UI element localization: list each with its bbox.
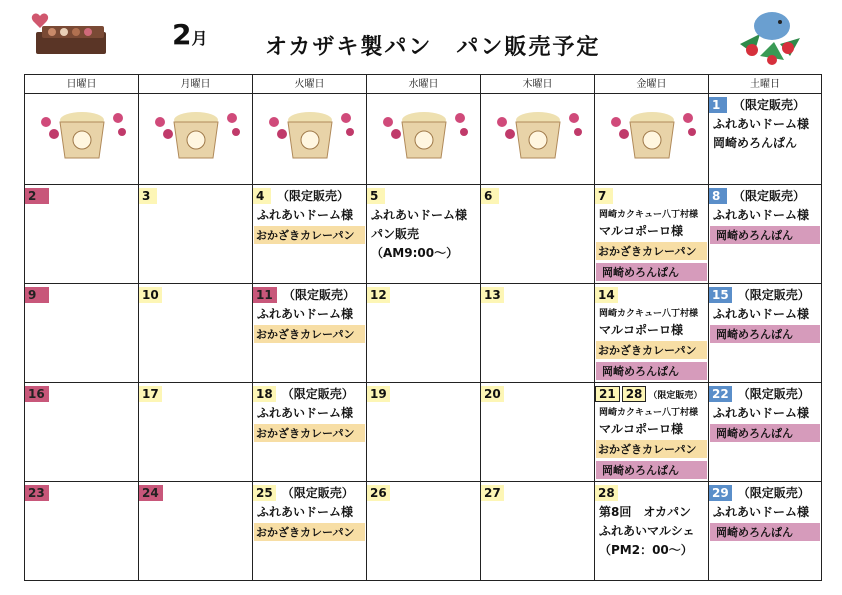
product-label: 岡崎めろんぱん	[713, 136, 798, 150]
day-number: 17	[139, 386, 162, 402]
melon-bread-tag: 岡崎めろんぱん	[596, 461, 707, 479]
weekday-header: 土曜日	[709, 75, 822, 94]
day-number: 22	[709, 386, 732, 402]
venue-label: 岡崎カクキュー八丁村様	[599, 408, 699, 418]
venue-label: ふれあいドーム様	[257, 505, 354, 519]
week-row	[25, 94, 822, 185]
day-cell	[25, 284, 139, 383]
limited-sale-label: （限定販売）	[281, 387, 354, 401]
day-number: 6	[481, 188, 499, 204]
venue-label: ふれあいドーム様	[713, 307, 810, 321]
setsubun-bean-masu-icon	[262, 102, 358, 168]
event-label: パン販売	[371, 227, 420, 241]
week-row	[25, 284, 822, 383]
day-cell	[709, 185, 822, 284]
empty-day-cell	[481, 94, 595, 185]
venue-label: ふれあいドーム様	[257, 307, 354, 321]
day-number: 12	[367, 287, 390, 303]
month-label	[172, 18, 208, 51]
day-cell	[139, 482, 253, 581]
day-cell	[481, 284, 595, 383]
empty-day-cell	[25, 94, 139, 185]
day-number: 11	[253, 287, 277, 303]
curry-bread-tag: おかざきカレーパン	[596, 242, 707, 260]
day-number: 13	[481, 287, 504, 303]
curry-bread-tag: おかざきカレーパン	[596, 341, 707, 359]
empty-day-cell	[139, 94, 253, 185]
day-number: 5	[367, 188, 385, 204]
time-label: （PM2：00～）	[599, 543, 693, 557]
curry-bread-tag: おかざきカレーパン	[254, 523, 365, 541]
melon-bread-tag: 岡崎めろんぱん	[710, 424, 820, 442]
day-cell	[25, 383, 139, 482]
venue-label: ふれあいドーム様	[257, 406, 354, 420]
day-number: 23	[25, 485, 49, 501]
curry-bread-tag: おかざきカレーパン	[254, 226, 365, 244]
month-char: 月	[191, 29, 208, 48]
setsubun-bean-masu-icon	[376, 102, 472, 168]
melon-bread-tag: 岡崎めろんぱん	[710, 226, 820, 244]
empty-day-cell	[595, 94, 709, 185]
day-number: 18	[253, 386, 276, 402]
day-number: 29	[709, 485, 732, 501]
day-number: 10	[139, 287, 162, 303]
empty-day-cell	[367, 94, 481, 185]
time-label: （AM9:00～）	[371, 246, 459, 260]
day-cell	[25, 482, 139, 581]
day-cell	[709, 383, 822, 482]
day-number: 28	[595, 485, 618, 501]
day-number: 15	[709, 287, 732, 303]
venue-label: マルコポーロ様	[599, 224, 684, 238]
limited-sale-label: （限定販売）	[737, 486, 810, 500]
venue-label: マルコポーロ様	[599, 422, 684, 436]
day-cell	[139, 185, 253, 284]
day-cell	[595, 284, 709, 383]
venue-label: ふれあいドーム様	[713, 505, 810, 519]
day-number: 8	[709, 188, 727, 204]
setsubun-bean-masu-icon	[34, 102, 130, 168]
day-number: 28	[622, 386, 647, 402]
venue-label: ふれあいドーム様	[713, 406, 810, 420]
curry-bread-tag: おかざきカレーパン	[254, 325, 365, 343]
blue-bird-holly-icon	[730, 4, 810, 74]
week-row	[25, 185, 822, 284]
day-cell	[367, 185, 481, 284]
day-cell	[709, 482, 822, 581]
limited-sale-label: （限定販売）	[737, 288, 810, 302]
day-number: 24	[139, 485, 163, 501]
day-number: 16	[25, 386, 49, 402]
curry-bread-tag: おかざきカレーパン	[596, 440, 707, 458]
venue-label: マルコポーロ様	[599, 323, 684, 337]
setsubun-bean-masu-icon	[604, 102, 700, 168]
day-number: 20	[481, 386, 504, 402]
empty-day-cell	[253, 94, 367, 185]
melon-bread-tag: 岡崎めろんぱん	[596, 263, 707, 281]
day-cell	[367, 383, 481, 482]
page-title: オカザキ製パン パン販売予定	[265, 35, 601, 60]
calendar-table	[24, 74, 822, 581]
event-label: ふれあいマルシェ	[599, 524, 695, 538]
day-cell	[709, 94, 822, 185]
weekday-header: 木曜日	[481, 75, 595, 94]
curry-bread-tag: おかざきカレーパン	[254, 424, 365, 442]
day-cell	[481, 482, 595, 581]
week-row	[25, 482, 822, 581]
limited-sale-label: （限定販売）	[281, 486, 354, 500]
day-cell	[709, 284, 822, 383]
limited-sale-label: （限定販売）	[277, 189, 350, 203]
venue-label: ふれあいドーム様	[371, 208, 468, 222]
weekday-header: 日曜日	[25, 75, 139, 94]
day-number: 14	[595, 287, 618, 303]
week-row	[25, 383, 822, 482]
day-cell	[253, 482, 367, 581]
venue-label: 岡崎カクキュー八丁村様	[599, 309, 699, 319]
day-cell	[481, 185, 595, 284]
day-cell	[367, 284, 481, 383]
day-cell	[481, 383, 595, 482]
limited-sale-label: （限定販売）	[733, 98, 806, 112]
venue-label: ふれあいドーム様	[713, 208, 810, 222]
day-cell	[595, 482, 709, 581]
chocolate-box-icon	[28, 10, 118, 64]
weekday-header: 金曜日	[595, 75, 709, 94]
limited-sale-label: （限定販売）	[648, 391, 703, 401]
day-number: 26	[367, 485, 390, 501]
day-cell	[25, 185, 139, 284]
venue-label: ふれあいドーム様	[713, 117, 810, 131]
day-cell	[139, 284, 253, 383]
day-cell	[367, 482, 481, 581]
weekday-header: 水曜日	[367, 75, 481, 94]
setsubun-bean-masu-icon	[148, 102, 244, 168]
melon-bread-tag: 岡崎めろんぱん	[596, 362, 707, 380]
day-number: 2	[25, 188, 49, 204]
melon-bread-tag: 岡崎めろんぱん	[710, 523, 820, 541]
day-number: 7	[595, 188, 613, 204]
day-number: 3	[139, 188, 157, 204]
day-number: 27	[481, 485, 504, 501]
melon-bread-tag: 岡崎めろんぱん	[710, 325, 820, 343]
day-cell	[253, 383, 367, 482]
limited-sale-label: （限定販売）	[737, 387, 810, 401]
limited-sale-label: （限定販売）	[733, 189, 806, 203]
day-number: 25	[253, 485, 276, 501]
day-number: 21	[595, 386, 620, 402]
weekday-header: 火曜日	[253, 75, 367, 94]
weekday-header: 月曜日	[139, 75, 253, 94]
day-cell	[595, 383, 709, 482]
weekday-header-row	[25, 75, 822, 94]
month-number: 2	[172, 18, 192, 51]
day-cell	[139, 383, 253, 482]
day-number: 1	[709, 97, 727, 113]
venue-label: ふれあいドーム様	[257, 208, 354, 222]
setsubun-bean-masu-icon	[490, 102, 586, 168]
venue-label: 岡崎カクキュー八丁村様	[599, 210, 699, 220]
day-number: 4	[253, 188, 271, 204]
day-number: 9	[25, 287, 49, 303]
day-cell	[253, 284, 367, 383]
day-number: 19	[367, 386, 390, 402]
day-cell	[253, 185, 367, 284]
day-cell	[595, 185, 709, 284]
event-label: 第8回 オカパン	[599, 505, 691, 519]
limited-sale-label: （限定販売）	[283, 288, 356, 302]
